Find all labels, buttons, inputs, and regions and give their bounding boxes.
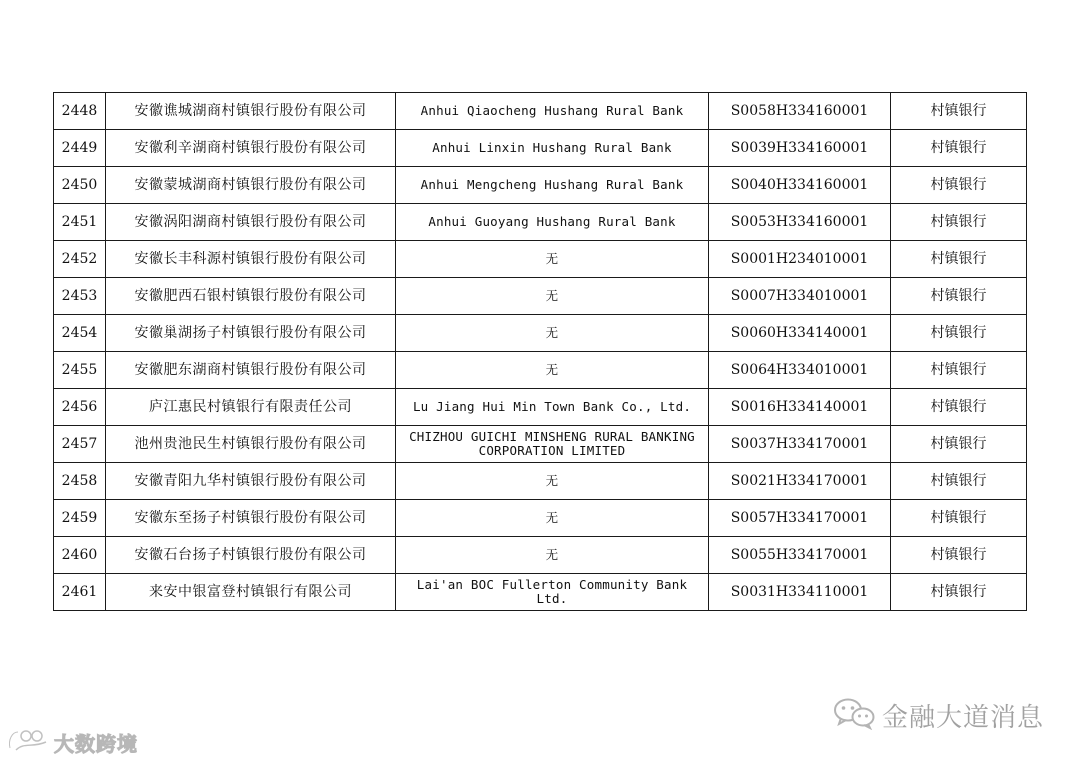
institution-type-cell: 村镇银行 [891,426,1027,463]
chinese-name-cell: 安徽青阳九华村镇银行股份有限公司 [106,463,396,500]
table-row [54,93,1027,130]
row-number: 2452 [54,241,106,278]
institution-code-cell: S0060H334140001 [709,315,891,352]
table-row [54,352,1027,389]
watermark-wechat [832,698,1044,732]
institution-code-cell: S0055H334170001 [709,537,891,574]
institution-type-cell: 村镇银行 [891,500,1027,537]
table-row [54,241,1027,278]
institution-code-cell: S0037H334170001 [709,426,891,463]
institution-code-cell: S0064H334010001 [709,352,891,389]
row-number: 2451 [54,204,106,241]
institution-code-cell: S0058H334160001 [709,93,891,130]
bank-list-table [53,92,1027,611]
row-number: 2449 [54,130,106,167]
institution-type-cell: 村镇银行 [891,204,1027,241]
institution-type-cell: 村镇银行 [891,463,1027,500]
table-body [54,93,1027,611]
chinese-name-cell: 来安中银富登村镇银行有限公司 [106,574,396,611]
institution-code-cell: S0057H334170001 [709,500,891,537]
english-name-cell: 无 [396,315,709,352]
table-row [54,278,1027,315]
row-number: 2460 [54,537,106,574]
chinese-name-cell: 安徽蒙城湖商村镇银行股份有限公司 [106,167,396,204]
chinese-name-cell: 安徽东至扬子村镇银行股份有限公司 [106,500,396,537]
wechat-icon [832,696,876,734]
brand-logo-icon [6,726,50,758]
table-row [54,500,1027,537]
institution-type-cell: 村镇银行 [891,93,1027,130]
table-row [54,574,1027,611]
row-number: 2455 [54,352,106,389]
english-name-cell: 无 [396,500,709,537]
institution-code-cell: S0031H334110001 [709,574,891,611]
institution-type-cell: 村镇银行 [891,278,1027,315]
english-name-cell: Anhui Qiaocheng Hushang Rural Bank [396,93,709,130]
institution-type-cell: 村镇银行 [891,315,1027,352]
table-row [54,130,1027,167]
institution-code-cell: S0021H334170001 [709,463,891,500]
english-name-cell: Lu Jiang Hui Min Town Bank Co., Ltd. [396,389,709,426]
chinese-name-cell: 安徽长丰科源村镇银行股份有限公司 [106,241,396,278]
english-name-cell: 无 [396,537,709,574]
chinese-name-cell: 安徽石台扬子村镇银行股份有限公司 [106,537,396,574]
table-row [54,537,1027,574]
row-number: 2450 [54,167,106,204]
chinese-name-cell: 安徽利辛湖商村镇银行股份有限公司 [106,130,396,167]
watermark-brand [6,727,138,757]
row-number: 2457 [54,426,106,463]
english-name-cell: 无 [396,463,709,500]
english-name-cell: Anhui Linxin Hushang Rural Bank [396,130,709,167]
english-name-cell: Anhui Guoyang Hushang Rural Bank [396,204,709,241]
institution-type-cell: 村镇银行 [891,130,1027,167]
institution-type-cell: 村镇银行 [891,167,1027,204]
institution-code-cell: S0039H334160001 [709,130,891,167]
institution-code-cell: S0007H334010001 [709,278,891,315]
english-name-cell: CHIZHOU GUICHI MINSHENG RURAL BANKING CORPORATION LIMITED [396,426,709,463]
institution-code-cell: S0040H334160001 [709,167,891,204]
table-row [54,167,1027,204]
table-row [54,315,1027,352]
institution-code-cell: S0016H334140001 [709,389,891,426]
english-name-cell: 无 [396,278,709,315]
table-row [54,389,1027,426]
row-number: 2456 [54,389,106,426]
chinese-name-cell: 安徽巢湖扬子村镇银行股份有限公司 [106,315,396,352]
row-number: 2458 [54,463,106,500]
institution-type-cell: 村镇银行 [891,389,1027,426]
row-number: 2454 [54,315,106,352]
institution-type-cell: 村镇银行 [891,241,1027,278]
chinese-name-cell: 安徽谯城湖商村镇银行股份有限公司 [106,93,396,130]
chinese-name-cell: 安徽肥西石银村镇银行股份有限公司 [106,278,396,315]
english-name-cell: Lai'an BOC Fullerton Community Bank Ltd. [396,574,709,611]
institution-type-cell: 村镇银行 [891,352,1027,389]
institution-type-cell: 村镇银行 [891,574,1027,611]
row-number: 2459 [54,500,106,537]
english-name-cell: 无 [396,241,709,278]
row-number: 2461 [54,574,106,611]
english-name-cell: Anhui Mengcheng Hushang Rural Bank [396,167,709,204]
chinese-name-cell: 安徽涡阳湖商村镇银行股份有限公司 [106,204,396,241]
english-name-cell: 无 [396,352,709,389]
chinese-name-cell: 安徽肥东湖商村镇银行股份有限公司 [106,352,396,389]
table-row [54,426,1027,463]
table-row [54,204,1027,241]
institution-type-cell: 村镇银行 [891,537,1027,574]
chinese-name-cell: 庐江惠民村镇银行有限责任公司 [106,389,396,426]
institution-code-cell: S0001H234010001 [709,241,891,278]
chinese-name-cell: 池州贵池民生村镇银行股份有限公司 [106,426,396,463]
institution-code-cell: S0053H334160001 [709,204,891,241]
row-number: 2453 [54,278,106,315]
watermark-right-text: 金融大道消息 [882,702,1045,733]
table-row [54,463,1027,500]
row-number: 2448 [54,93,106,130]
watermark-left-text: 大数跨境 [54,731,138,756]
